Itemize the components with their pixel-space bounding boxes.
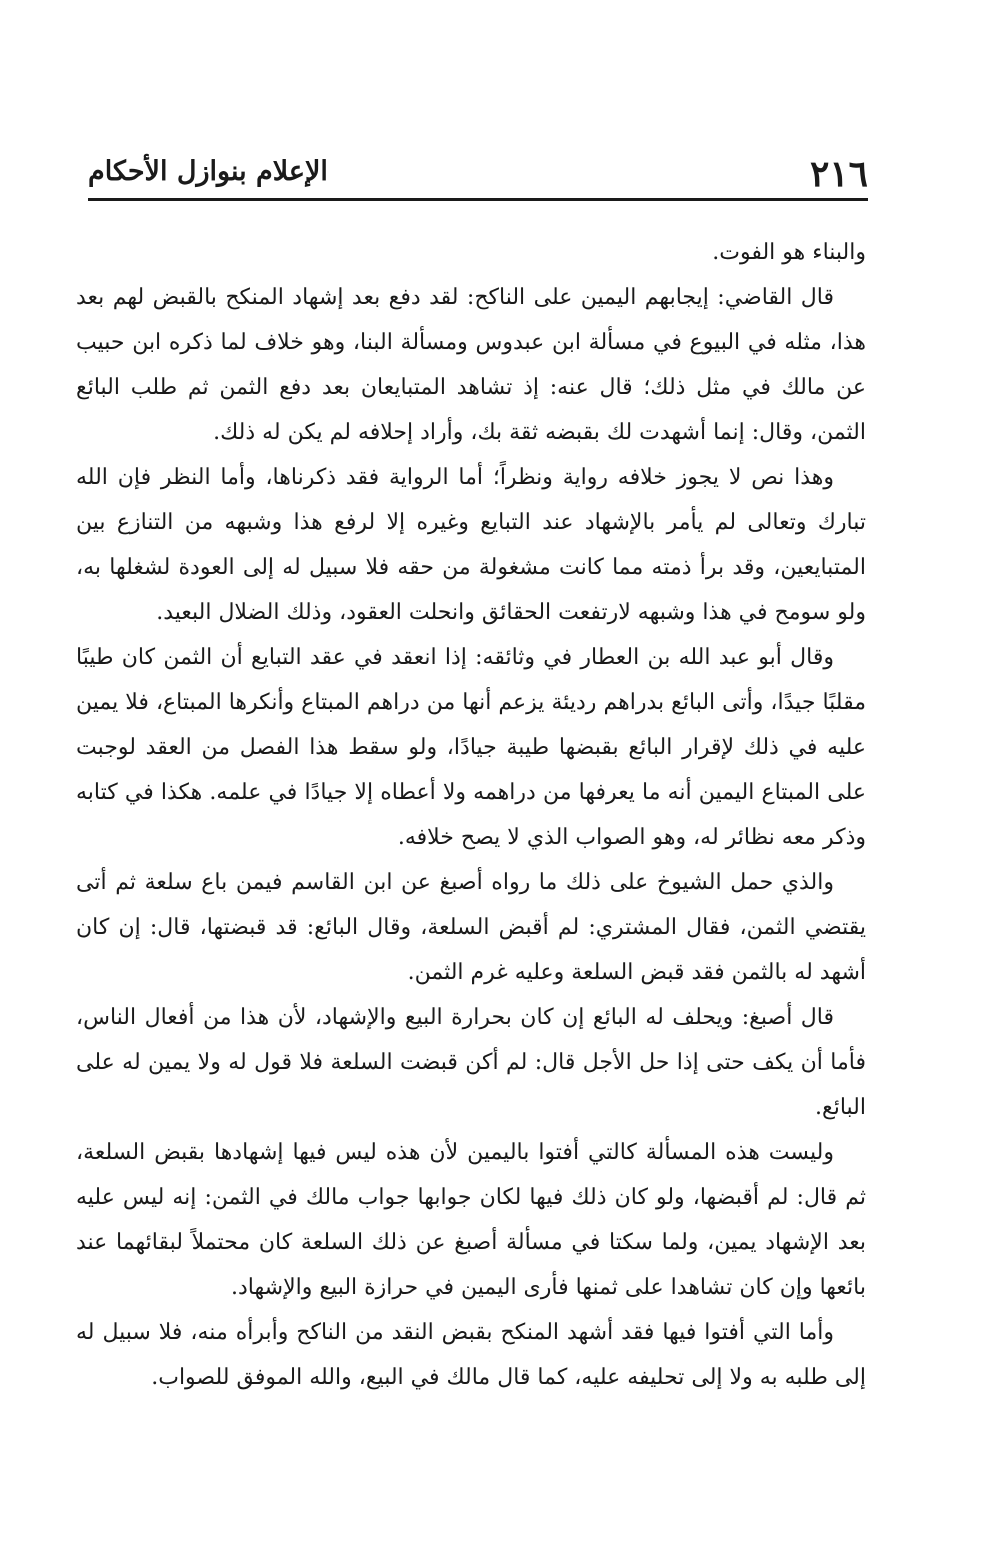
page-number: ٢١٦ <box>809 153 868 195</box>
page-header <box>88 150 868 196</box>
paragraph: وهذا نص لا يجوز خلافه رواية ونظراً؛ أما الرواية فقد ذكرناها، وأما النظر فإن الله تبارك وتعالى لم يأمر بالإشهاد عند التبايع وغيره إلا لرفع هذا وشبهه من التنازع بين المتبايعين، وقد برأ ذمته مما كانت مشغولة من حقه فلا سبيل له إلى العودة لشغلها به، ولو سومح في هذا وشبهه لارتفعت الحقائق وانحلت العقود، وذلك الضلال البعيد. <box>76 465 866 625</box>
paragraph: قال أصبغ: ويحلف له البائع إن كان بحرارة البيع والإشهاد، لأن هذا من أفعال الناس، فأما أن يكف حتى إذا حل الأجل قال: لم أكن قبضت السلعة فلا قول له ولا يمين له على البائع. <box>76 1005 866 1120</box>
paragraph: وليست هذه المسألة كالتي أفتوا باليمين لأن هذه ليس فيها إشهادها بقبض السلعة، ثم قال: لم أقبضها، ولو كان ذلك فيها لكان جوابها جواب مالك في الثمن: إنه ليس عليه بعد الإشهاد يمين، ولما سكتا في مسألة أصبغ عن ذلك السلعة كان محتملاً لبقائهما عند بائعها وإن كان تشاهدا على ثمنها فأرى اليمين في حرازة البيع والإشهاد. <box>76 1140 866 1300</box>
paragraph: وأما التي أفتوا فيها فقد أشهد المنكح بقبض النقد من الناكح وأبرأه منه، فلا سبيل له إلى طلبه به ولا إلى تحليفه عليه، كما قال مالك في البيع، والله الموفق للصواب. <box>76 1320 866 1390</box>
paragraph: وقال أبو عبد الله بن العطار في وثائقه: إذا انعقد في عقد التبايع أن الثمن كان طيبًا مقلبًا جيدًا، وأتى البائع بدراهم رديئة يزعم أنها من دراهم المبتاع وأنكرها المبتاع، فلا يمين عليه في ذلك لإقرار البائع بقبضها طيبة جيادًا، ولو سقط هذا الفصل من العقد لوجبت على المبتاع اليمين أنه ما يعرفها من دراهمه ولا أعطاه إلا جيادًا في علمه. هكذا في كتابه وذكر معه نظائر له، وهو الصواب الذي لا يصح خلافه. <box>76 645 866 850</box>
paragraph: والبناء هو الفوت. <box>712 240 866 265</box>
header-rule <box>88 198 868 201</box>
paragraph: قال القاضي: إيجابهم اليمين على الناكح: لقد دفع بعد إشهاد المنكح بالقبض لهم بعد هذا، مثله في البيوع في مسألة ابن عبدوس ومسألة البنا، وهو خلاف لما ذكره ابن حبيب عن مالك في مثل ذلك؛ قال عنه: إذ تشاهد المتبايعان بعد دفع الثمن ثم طلب البائع الثمن، وقال: إنما أشهدت لك بقبضه ثقة بك، وأراد إحلافه لم يكن له ذلك. <box>76 285 866 445</box>
paragraph: والذي حمل الشيوخ على ذلك ما رواه أصبغ عن ابن القاسم فيمن باع سلعة ثم أتى يقتضي الثمن، فقال المشتري: لم أقبض السلعة، وقال البائع: قد قبضتها، قال: إن كان أشهد له بالثمن فقد قبض السلعة وعليه غرم الثمن. <box>76 870 867 985</box>
body-text <box>76 230 866 1400</box>
running-title: الإعلام بنوازل الأحكام <box>88 156 328 187</box>
